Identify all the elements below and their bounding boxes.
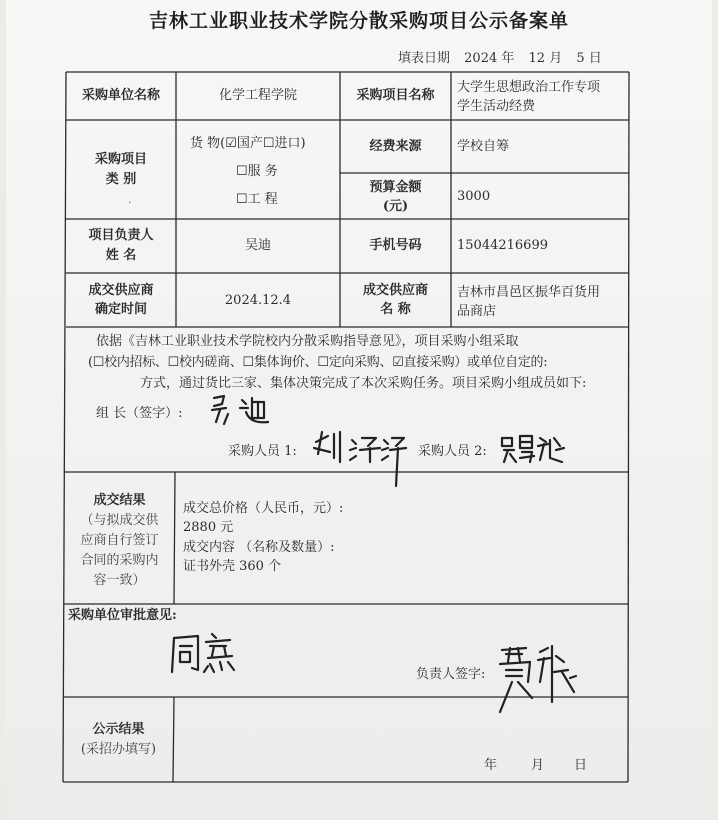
supplier-time-label-line1: 成交供应商 bbox=[88, 283, 154, 298]
fill-date-label: 填表日期 bbox=[398, 51, 451, 66]
phone-value: 15044216699 bbox=[457, 238, 548, 253]
publicity-label-line1: 公示结果 bbox=[92, 722, 145, 737]
process-line-3: 方式，通过货比三家、集体决策完成了本次采购任务。项目采购小组成员如下: bbox=[140, 376, 587, 391]
supplier-name-label-line1: 成交供应商 bbox=[362, 283, 428, 298]
result-label-line3: 应商自行签订 bbox=[80, 533, 159, 548]
unit-name-label: 采购单位名称 bbox=[81, 88, 160, 103]
category-label-line1: 采购项目 bbox=[94, 152, 147, 167]
buyer-2-signature bbox=[498, 432, 568, 466]
buyer-1-signature bbox=[310, 428, 410, 492]
category-engineering: ☐工 程 bbox=[236, 192, 278, 207]
publicity-month-label: 月 bbox=[531, 758, 545, 773]
document-title: 吉林工业职业技术学院分散采购项目公示备案单 bbox=[148, 10, 569, 32]
group-leader-signature bbox=[206, 390, 276, 430]
supplier-time-value: 2024.12.4 bbox=[224, 293, 292, 308]
project-name-label: 采购项目名称 bbox=[356, 88, 435, 103]
approval-label: 采购单位审批意见: bbox=[68, 608, 177, 623]
category-service: ☐服 务 bbox=[236, 164, 278, 179]
leader-label-line1: 项目负责人 bbox=[88, 228, 154, 243]
process-line-2: (☐校内招标、☐校内磋商、☐集体询价、☐定向采购、☑直接采购）或单位自定的: bbox=[88, 355, 548, 370]
approval-signer-signature bbox=[492, 642, 578, 718]
budget-value: 3000 bbox=[457, 189, 491, 204]
leader-name-value: 吴迪 bbox=[244, 238, 271, 253]
publicity-year-label: 年 bbox=[484, 758, 498, 773]
budget-label-line2: (元) bbox=[382, 199, 409, 214]
unit-name-value: 化学工程学院 bbox=[218, 88, 297, 103]
supplier-time-label-line2: 确定时间 bbox=[94, 302, 147, 317]
publicity-label-line2: (采招办填写) bbox=[80, 742, 157, 757]
buyer-1-label: 采购人员 1: bbox=[228, 444, 297, 459]
publicity-day-label: 日 bbox=[574, 758, 588, 773]
result-label-line2: （与拟成交供 bbox=[80, 513, 159, 528]
process-line-1: 依据《吉林工业职业技术学院校内分散采购指导意见》，项目采购小组采取 bbox=[96, 334, 519, 349]
result-label-line5: 容一致） bbox=[93, 573, 146, 588]
result-content-label: 成交内容 （名称及数量）: bbox=[183, 540, 335, 555]
phone-label: 手机号码 bbox=[369, 238, 422, 253]
result-content-value: 证书外壳 360 个 bbox=[183, 559, 282, 574]
result-label-line1: 成交结果 bbox=[93, 493, 146, 508]
project-name-value-line2: 学生活动经费 bbox=[457, 99, 536, 114]
fill-date-month: 12 月 bbox=[528, 51, 563, 66]
buyer-2-label: 采购人员 2: bbox=[418, 444, 487, 459]
leader-label-line2: 姓 名 bbox=[105, 248, 137, 263]
fund-source-value: 学校自筹 bbox=[457, 139, 510, 154]
approval-opinion-handwriting bbox=[168, 630, 248, 678]
supplier-name-value-line1: 吉林市昌邑区振华百货用 bbox=[457, 285, 601, 300]
result-price-value: 2880 元 bbox=[183, 520, 234, 535]
supplier-name-label-line2: 名 称 bbox=[380, 302, 411, 317]
fund-source-label: 经费来源 bbox=[369, 139, 422, 154]
budget-label-line1: 预算金额 bbox=[369, 180, 422, 195]
result-price-label: 成交总价格（人民币，元）: bbox=[183, 501, 344, 516]
category-goods: 货 物(☑国产☐进口) bbox=[190, 136, 306, 151]
category-mark: · bbox=[128, 196, 132, 209]
fill-date-day: 5 日 bbox=[576, 51, 602, 66]
project-name-value-line1: 大学生思想政治工作专项 bbox=[457, 80, 601, 95]
fill-date-year: 2024 年 bbox=[464, 51, 515, 66]
result-label-line4: 合同的采购内 bbox=[80, 553, 159, 568]
group-leader-sign-label: 组 长（签字）: bbox=[96, 406, 183, 421]
category-label-line2: 类 别 bbox=[105, 172, 137, 187]
approval-signer-label: 负责人签字: bbox=[416, 667, 486, 682]
supplier-name-value-line2: 品商店 bbox=[457, 304, 497, 319]
